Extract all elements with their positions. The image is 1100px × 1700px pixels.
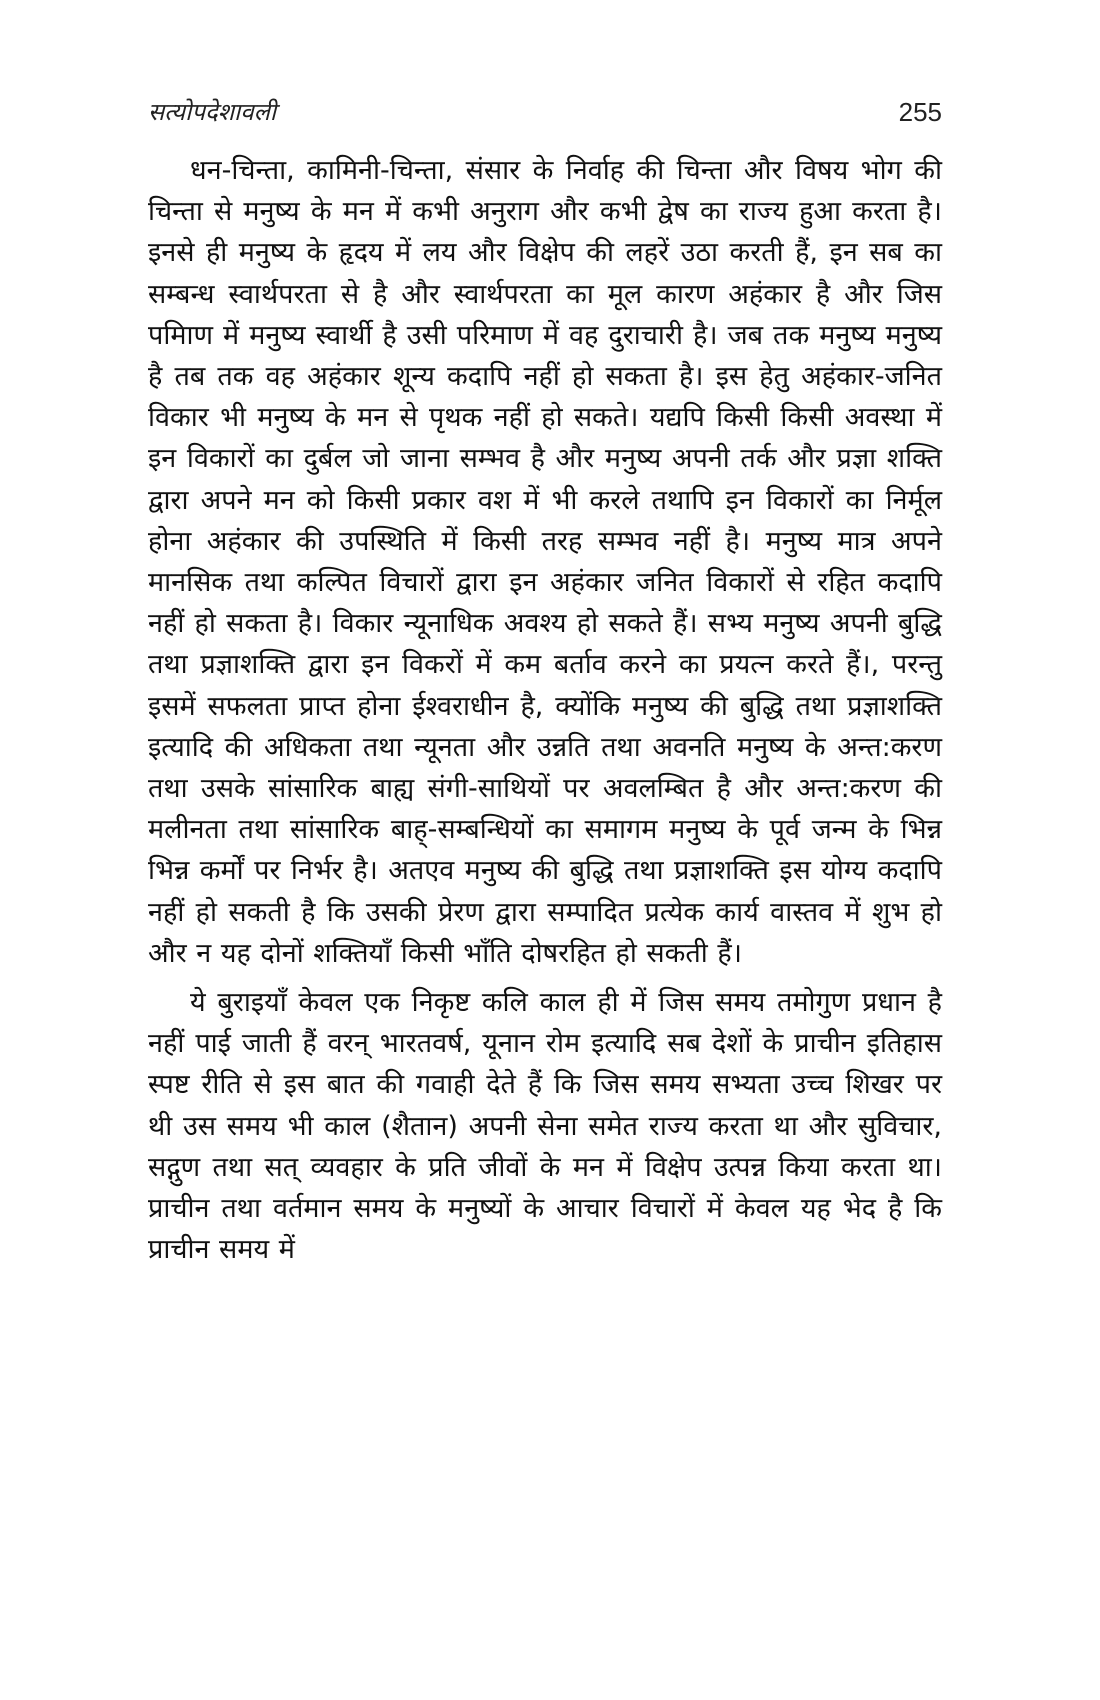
body-text [148,150,942,1270]
paragraph: ये बुराइयाँ केवल एक निकृष्ट कलि काल ही में जिस समय तमोगुण प्रधान है नहीं पाई जाती हैं वरन् भारतवर्ष, यूनान रोम इत्यादि सब देशों के प्राचीन इतिहास स्पष्ट रीति से इस बात की गवाही देते हैं कि जिस समय सभ्यता उच्च शिखर पर थी उस समय भी काल (शैतान) अपनी सेना समेत राज्य करता था और सुविचार, सद्गुण तथा सत् व्यवहार के प्रति जीवों के मन में विक्षेप उत्पन्न किया करता था। प्राचीन तथा वर्तमान समय के मनुष्यों के आचार विचारों में केवल यह भेद है कि प्राचीन समय में [148,987,942,1266]
running-header [148,96,942,136]
paragraph: धन-चिन्ता, कामिनी-चिन्ता, संसार के निर्वाह की चिन्ता और विषय भोग की चिन्ता से मनुष्य के मन में कभी अनुराग और कभी द्वेष का राज्य हुआ करता है। इनसे ही मनुष्य के हृदय में लय और विक्षेप की लहरें उठा करती हैं, इन सब का सम्बन्ध स्वार्थपरता से है और स्वार्थपरता का मूल कारण अहंकार है और जिस पमिाण में मनुष्य स्वार्थी है उसी परिमाण में वह दुराचारी है। जब तक मनुष्य मनुष्य है तब तक वह अहंकार शून्य कदापि नहीं हो सकता है। इस हेतु अहंकार-जनित विकार भी मनुष्य के मन से पृथक नहीं हो सकते। यद्यपि किसी किसी अवस्था में इन विकारों का दुर्बल जो जाना सम्भव है और मनुष्य अपनी तर्क और प्रज्ञा शक्ति द्वारा अपने मन को किसी प्रकार वश में भी करले तथापि इन विकारों का निर्मूल होना अहंकार की उपस्थिति में किसी तरह सम्भव नहीं है। मनुष्य मात्र अपने मानसिक तथा कल्पित विचारों द्वारा इन अहंकार जनित विकारों से रहित कदापि नहीं हो सकता है। विकार न्यूनाधिक अवश्य हो सकते हैं। सभ्य मनुष्य अपनी बुद्धि तथा प्रज्ञाशक्ति द्वारा इन विकरों में कम बर्ताव करने का प्रयत्न करते हैं।, परन्तु इसमें सफलता प्राप्त होना ईश्वराधीन है, क्योंकि मनुष्य की बुद्धि तथा प्रज्ञाशक्ति इत्यादि की अधिकता तथा न्यूनता और उन्नति तथा अवनति मनुष्य के अन्त:करण तथा उसके सांसारिक बाह्य संगी-साथियों पर अवलम्बित है और अन्त:करण की मलीनता तथा सांसारिक बाह्-सम्बन्धियों का समागम मनुष्य के पूर्व जन्म के भिन्न भिन्न कर्मों पर निर्भर है। अतएव मनुष्य की बुद्धि तथा प्रज्ञाशक्ति इस योग्य कदापि नहीं हो सकती है कि उसकी प्रेरण द्वारा सम्पादित प्रत्येक कार्य वास्तव में शुभ हो और न यह दोनों शक्तियाँ किसी भाँति दोषरहित हो सकती हैं। [148,155,942,969]
page-number: 255 [898,97,942,127]
book-title: सत्योपदेशावली [148,98,277,126]
